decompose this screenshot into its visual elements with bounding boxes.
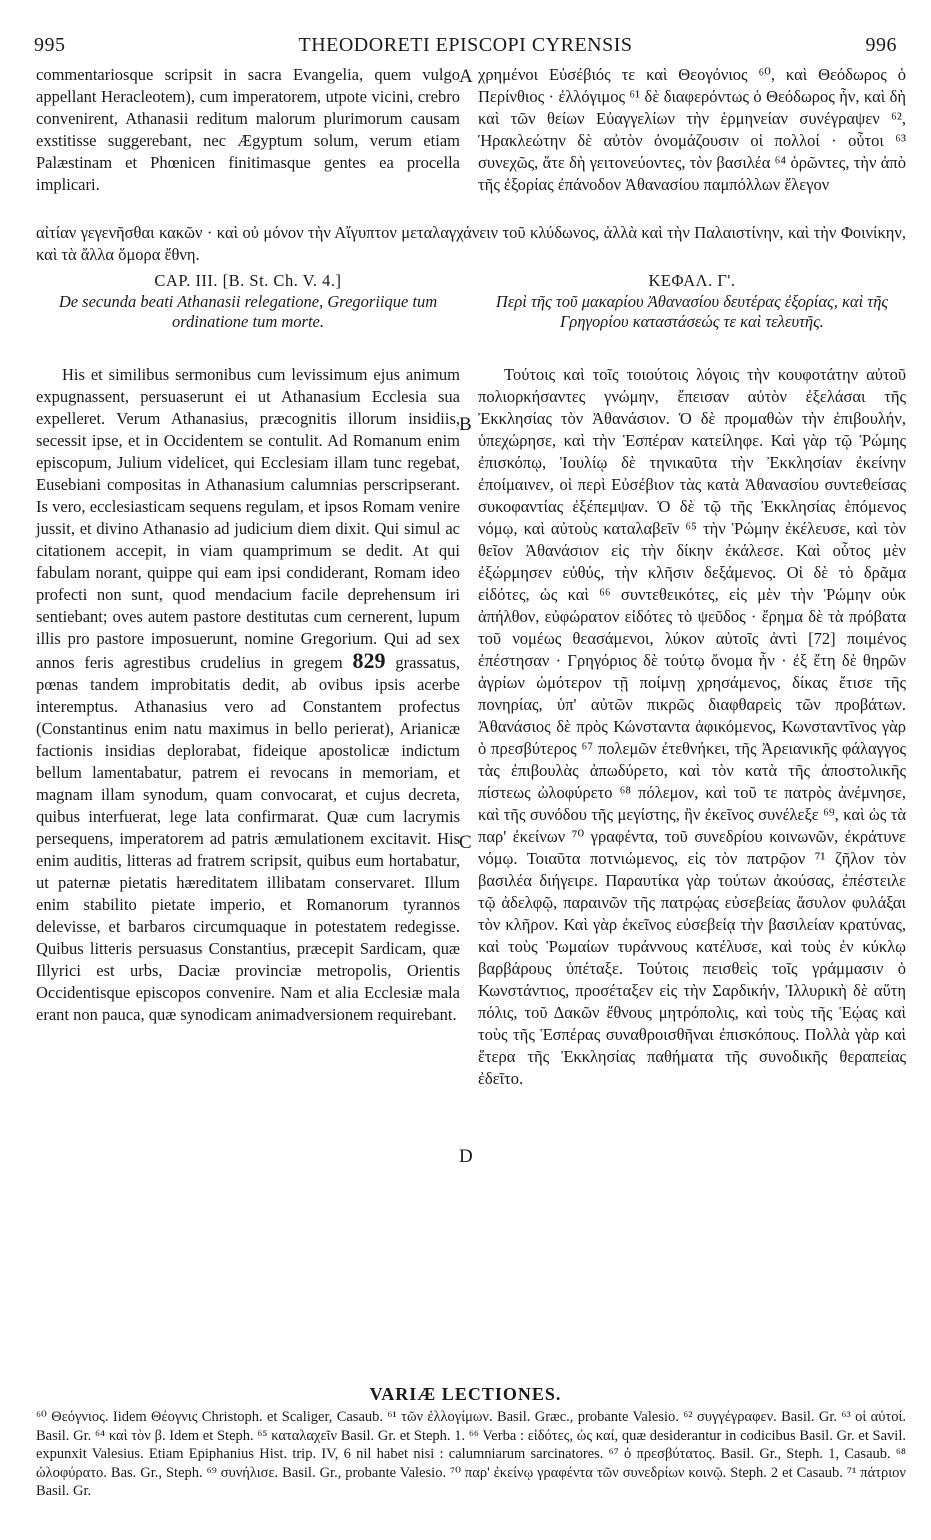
page-number-left: 995 (34, 34, 66, 56)
latin-body-part-1: His et similibus sermonibus cum levissimum ejus animum expugnassent, persuaserunt ei ut Athanasium Ecclesia sua expelleret. Verum Athanasius, præcognitis illorum insidiis, secessit ipse, et in Occidentem se contulit. Ad Romanum enim episcopum, Julium videlicet, qui Ecclesiam illam tunc regebat, Eusebiani compositas in Athanasium calumnias perscripserant. Is vero, ecclesiasticam sequens regulam, et ipsos Romam venire jussit, et divino Athanasio ad judicium diem dixit. Qui simul ac citationem accepit, in viam quamprimum se dedit. At qui fabulam norant, quippe qui eam ipsi condiderant, Romam ideo profecti non sunt, quod mendacium facile deprehensum iri sentiebant; oves autem pastore destitutas cum cernerent, lupum illis pro pastore imposuerunt, nomine Gregorium. Qui ad sex annos feris agrestibus crudelius in gregem (36, 365, 460, 672)
margin-marker-b: B (459, 414, 472, 435)
greek-body-column (478, 364, 906, 1090)
latin-top-text: commentariosque scripsit in sacra Evangelia, quem vulgo appellant Heracleotem), cum imperatorem, utpote vicini, crebro convenirent, Athanasii reditum malorum plurimorum causam exstitisse suggerebant, nec Ægyptum solum, verum etiam Palæstinam et Phœnicen finitimasque gentes ea procella implicari. (36, 65, 460, 194)
page-marker-829: 829 (352, 648, 386, 673)
variae-lectiones-title: VARIÆ LECTIONES. (369, 1384, 562, 1404)
greek-top-paragraph (478, 64, 906, 196)
greek-full-width-continuation (36, 222, 906, 266)
margin-marker-d: D (459, 1146, 473, 1167)
latin-top-paragraph (36, 64, 460, 196)
variae-lectiones-text: ⁶⁰ Θεόγνιος. Iidem Θέογνις Christoph. et Scaliger, Casaub. ⁶¹ τῶν ἐλλογίμων. Basil. Græc., probante Valesio. ⁶² συγγέγραφεν. Basil. Gr. ⁶³ οἱ αὐτοί. Basil. Gr. ⁶⁴ καὶ τὸν β. Idem et Steph. ⁶⁵ καταλαχεῖν Basil. Gr. et Steph. 1. ⁶⁶ Verba : εἰδότες, ὡς καί, quæ desiderantur in codicibus Basil. Gr. et Savil. expunxit Valesius. Etiam Epiphanius Hist. trip. IV, 6 nil habet nisi : calumniarum sarcinatores. ⁶⁷ ὁ πρεσβύτατος. Basil. Gr., Steph. 1, Casaub. ⁶⁸ ὠλοφύρατο. Bas. Gr., Steph. ⁶⁹ συνήλισε. Basil. Gr., probante Valesio. ⁷⁰ παρ' ἐκείνῳ γραφέντα τῶν συνεδρίων κοινῷ. Steph. 2 et Casaub. ⁷¹ πάτριον Basil. Gr. (36, 1409, 906, 1499)
greek-continuation-text: αἰτίαν γεγενῆσθαι κακῶν · καὶ οὐ μόνον τὴν Αἴγυπτον μεταλαγχάνειν τοῦ κλύδωνος, ἀλλὰ καὶ τὴν Παλαιστίνην, καὶ τὴν Φοινίκην, καὶ τὰ ἄλλα ὅμορα ἔθνη. (36, 223, 906, 264)
running-title: THEODORETI EPISCOPI CYRENSIS (298, 34, 633, 56)
page-number-right: 996 (865, 34, 897, 56)
greek-chapter-heading-block (478, 270, 906, 332)
latin-chapter-heading: CAP. III. [B. St. Ch. V. 4.] (154, 271, 342, 290)
margin-marker-c: C (459, 832, 472, 853)
latin-body-part-2: grassatus, pœnas tandem improbitatis dedit, ab ovibus ipsis acerbe interemptus. Athanasius vero ad Constantem profectus (Constantinus enim natu maximus in bello perierat), Arianicæ factionis insidias deplorabat, fideique apostolicæ indictum bellum lamentabatur, patrem ei revocans in memoriam, et magnam illam synodum, quam convocarat, et cujus decreta, quibus interfuerat, lege lata confirmarat. Quæ cum lacrymis persequens, imperatorem ad patris æmulationem excitavit. His enim auditis, litteras ad fratrem scripsit, quibus eum hortabatur, ut paternæ pietatis hæreditatem illibatam conservaret. Illum enim stabilito pietate imperio, et Romanorum tyrannos delevisse, et barbaros circumquaque in potestatem redegisse. Quibus litteris persuasus Constantius, præcepit Sardicam, quæ Illyrici est urbs, Daciæ provinciæ metropolis, Orientis Occidentisque episcopos convenire. Nam et alia Ecclesiæ mala erant non pauca, quæ synodicam animadversionem requirebant. (36, 653, 460, 1024)
running-header (34, 34, 897, 60)
latin-chapter-subtitle: De secunda beati Athanasii relegatione, Gregoriique tum ordinatione tum morte. (58, 292, 438, 331)
greek-chapter-subtitle: Περὶ τῆς τοῦ μακαρίου Ἀθανασίου δευτέρας ἐξορίας, καὶ τῆς Γρηγορίου καταστάσεώς τε καὶ τελευτῆς. (495, 292, 889, 331)
greek-top-text: χρημένοι Εὐσέβιός τε καὶ Θεογόνιος ⁶⁰, καὶ Θεόδωρος ὁ Περίνθιος · ἐλλόγιμος ⁶¹ δὲ διαφερόντως ὁ Θεόδωρος ἦν, καὶ δὴ καὶ τῶν θείων Εὐαγγελίων τὴν ἑρμηνείαν συνέγραψεν ⁶², Ἡρακλεώτην δὲ αὐτὸν ὀνομάζουσιν οἱ πολλοί · οὗτοι ⁶³ συνεχῶς, ἅτε δὴ γειτονεύοντες, τὸν βασιλέα ⁶⁴ ὁρῶντες, τὴν ἀπὸ τῆς ἐξορίας ἐπάνοδον Ἀθανασίου παμπόλλων ἔλεγον (478, 65, 906, 194)
greek-body-paragraph: Τούτοις καὶ τοῖς τοιούτοις λόγοις τὴν κουφοτάτην αὐτοῦ πολιορκήσαντες γνώμην, ἔπεισαν αὐτὸν ἐξελάσαι τῆς Ἐκκλησίας τὸν Ἀθανάσιον. Ὁ δὲ προμαθὼν τὴν ἐπιβουλήν, ὑπεχώρησε, καὶ τὴν Ἑσπέραν κατείληφε. Καὶ γὰρ τῷ Ῥώμης ἐπισκόπῳ, Ἰουλίῳ δὲ τηνικαῦτα τὴν Ἐκκλησίαν ἐκείνην ἐποίμαινεν, οἱ περὶ Εὐσέβιον τὰς κατὰ Ἀθανασίου συντεθείσας συκοφαντίας ἐξέπεμψαν. Ὁ δὲ τῷ τῆς Ἐκκλησίας ἑπόμενος νόμῳ, καὶ αὐτοὺς καταλαβεῖν ⁶⁵ τὴν Ῥώμην ἐκέλευσε, καὶ τὸν θεῖον Ἀθανάσιον εἰς τὴν δίκην ἐκάλεσε. Καὶ οὗτος μὲν ἐξώρμησεν εὐθύς, τὴν κλῆσιν δεξάμενος. Οἱ δὲ τὸ δρᾶμα εἰδότες, ὡς καὶ ⁶⁶ συντεθεικότες, εἰς μὲν τὴν Ῥώμην οὐκ ἀπήλθον, εὐφώρατον εἰδότες τὸ ψεῦδος · ἔρημα δὲ τὰ πρόβατα τοῦ νομέως θεασάμενοι, λύκον αὐτοῖς ἀντὶ [72] ποιμένος ἐπέστησαν · Γρηγόριος δὲ τούτῳ ὄνομα ἦν · ἐξ ἔτη δὲ θηρῶν ἀγρίων ὠμότερον τῇ ποίμνῃ χρησάμενος, δίκας ἔτισε τῆς πονηρίας, ὑπ' αὐτῶν πικρῶς διαφθαρεὶς τῶν προβάτων. Ἀθανάσιος δὲ πρὸς Κώνσταντα ἀφικόμενος, Κωνσταντῖνος γὰρ ὁ πρεσβύτερος ⁶⁷ πολεμῶν ἐτεθνήκει, τῆς Ἀρειανικῆς φάλαγγος τὰς ἐπιβουλὰς ἀπωδύρετο, καὶ τὸν κατὰ τῆς ἀποστολικῆς πίστεως ὠλοφύρετο ⁶⁸ πόλεμον, καὶ τοῦ τε πατρὸς ἀνέμνησε, καὶ τῆς συνόδου τῆς μεγίστης, ἣν ἐκεῖνος συνέλεξε ⁶⁹, καὶ ὡς τὰ παρ' ἐκείνων ⁷⁰ γραφέντα, τοῦ συνεδρίου κοινωνῶν, ἐκράτυνε νόμῳ. Τοιαῦτα ποτνιώμενος, εἰς τὸν πατρῷον ⁷¹ ζῆλον τὸν βασιλέα διήγειρε. Παραυτίκα γὰρ τούτων ἀκούσας, ἐπέστειλε τῷ ἀδελφῷ, παραινῶν τῆς πατρῴας εὐσεβείας ἄσυλον φυλάξαι τὸν κλῆρον. Καὶ γὰρ ἐκεῖνος εὐσεβείᾳ τὴν βασιλείαν κρατύνας, καὶ τοὺς Ῥωμαίων τυράννους κατέλυσε, καὶ τοὺς ἐν κύκλῳ βαρβάρους ὑπέταξε. Τούτοις πεισθεὶς τοῖς γράμμασιν ὁ Κωνστάντιος, προσέταξεν εἰς τὴν Σαρδικήν, Ἰλλυρικὴ δὲ αὕτη πόλις, τοῦ Δακῶν ἔθνους μητρόπολις, καὶ τοὺς τῆς Ἑῴας καὶ τοὺς τῆς Ἑσπέρας συναθροισθῆναι ἐπισκόπους. Πολλὰ γὰρ καὶ ἕτερα τῆς Ἐκκλησίας παθήματα τῆς συνοδικῆς θεραπείας ἐδεῖτο. (478, 365, 906, 1088)
latin-body-column (36, 364, 460, 1026)
variae-lectiones-notes (36, 1408, 906, 1501)
margin-marker-a: A (459, 66, 473, 87)
latin-chapter-heading-block (36, 270, 460, 332)
greek-chapter-heading: ΚΕΦΑΛ. Γ'. (648, 271, 736, 290)
latin-body-paragraph (36, 364, 460, 1026)
